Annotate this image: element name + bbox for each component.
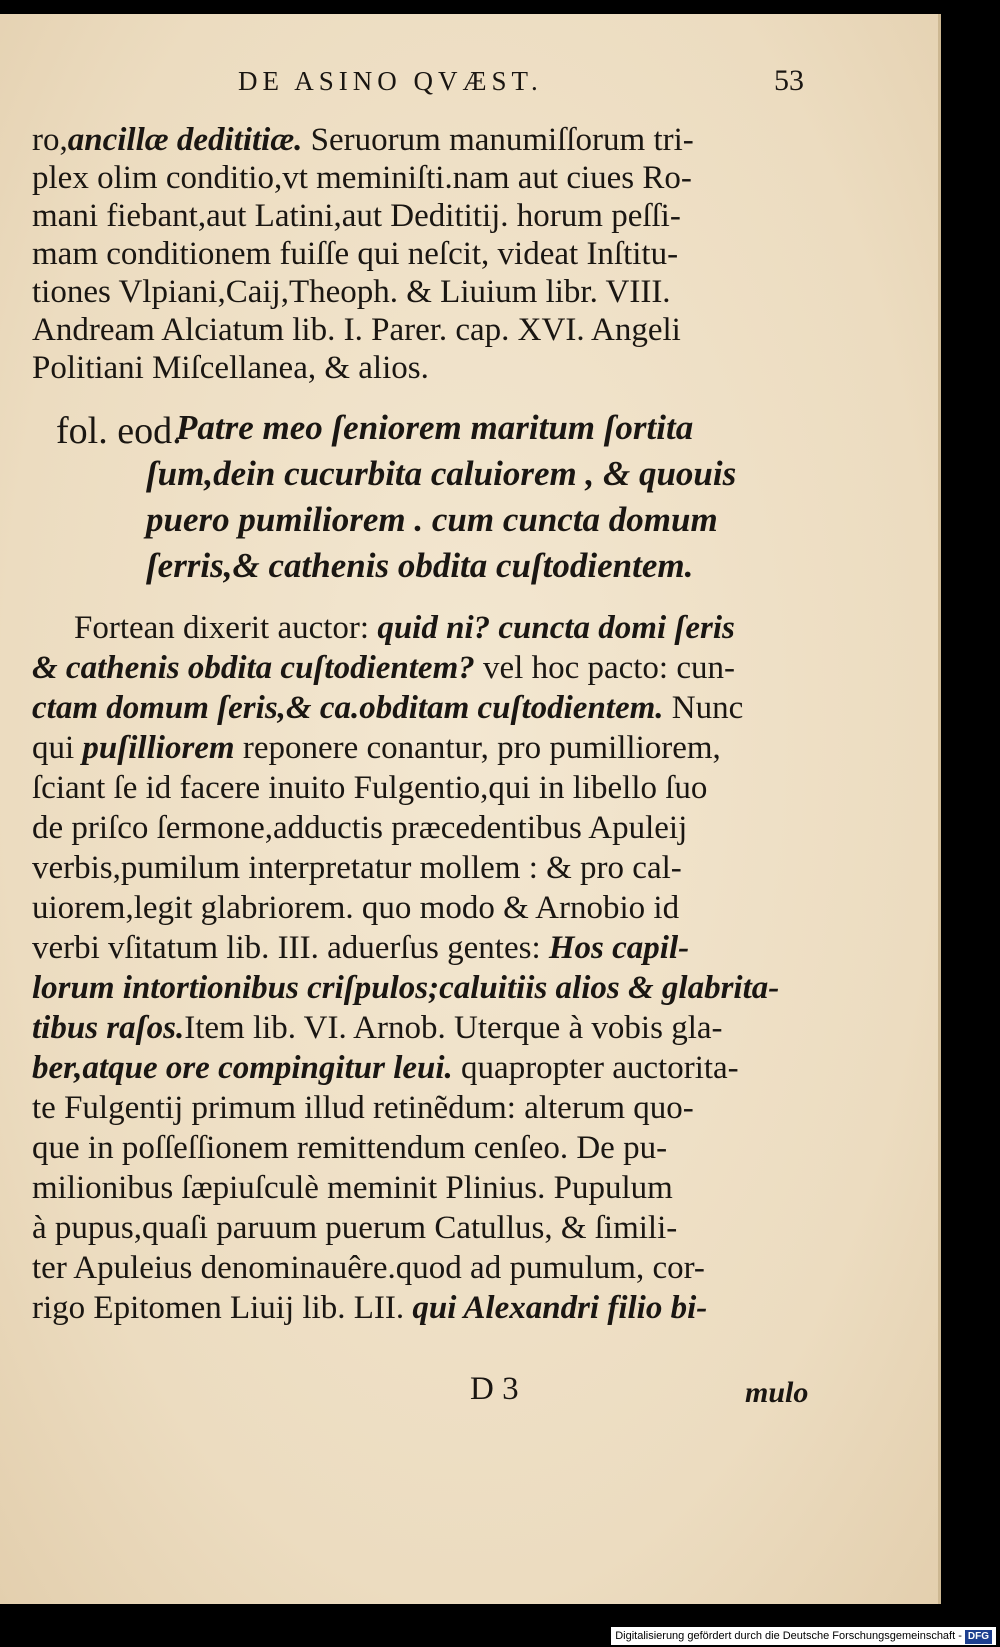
text-line: & cathenis obdita cuſtodientem? vel hoc pacto: cun- [32, 650, 735, 686]
text-line: mam conditionem fuiſſe qui neſcit, videat Inſtitu- [32, 236, 679, 272]
lemma-line: puero pumiliorem . cum cuncta domum [146, 500, 718, 539]
digitization-credit [611, 1627, 996, 1645]
signature-mark: D 3 [470, 1371, 519, 1407]
text-line: te Fulgentij primum illud retinẽdum: alterum quo- [32, 1090, 694, 1126]
lemma-line: Patre meo ſeniorem maritum ſortita [176, 408, 694, 447]
text-line: à pupus,quaſi paruum puerum Catullus, & ſimili- [32, 1210, 678, 1246]
text-line: tiones Vlpiani,Caij,Theoph. & Liuium libr. VIII. [32, 274, 671, 310]
text-line: ſciant ſe id facere inuito Fulgentio,qui in libello ſuo [32, 770, 708, 806]
text-line: plex olim conditio,vt meminiſti.nam aut ciues Ro- [32, 160, 692, 196]
dfg-logo-icon: DFG [965, 1630, 992, 1644]
text-line: ter Apuleius denominauêre.quod ad pumulum, cor- [32, 1250, 705, 1286]
page-number: 53 [774, 64, 804, 97]
text-line: uiorem,legit glabriorem. quo modo & Arnobio id [32, 890, 680, 926]
text-line: de priſco ſermone,adductis præcedentibus Apuleij [32, 810, 688, 846]
page-header [0, 66, 941, 106]
text-line: Fortean dixerit auctor: quid ni? cuncta domi ſeris [74, 610, 735, 646]
text-line: Andream Alciatum lib. I. Parer. cap. XVI. Angeli [32, 312, 681, 348]
catchword: mulo [745, 1376, 809, 1409]
book-page [0, 14, 941, 1604]
text-line: verbis,pumilum interpretatur mollem : & pro cal- [32, 850, 682, 886]
running-head: DE ASINO QVÆST. [238, 66, 543, 96]
text-line: lorum intortionibus criſpulos;caluitiis alios & glabrita- [32, 970, 780, 1006]
lemma-line: ſum,dein cucurbita caluiorem , & quouis [146, 454, 737, 493]
text-line: qui puſilliorem reponere conantur, pro pumilliorem, [32, 730, 721, 766]
lemma-line: ſerris,& cathenis obdita cuſtodientem. [146, 546, 694, 585]
text-line: ber,atque ore compingitur leui. quapropter auctorita- [32, 1050, 739, 1086]
lemma-reference: fol. eod. [56, 410, 182, 452]
text-line: ctam domum ſeris,& ca.obditam cuſtodientem. Nunc [32, 690, 744, 726]
text-line: tibus raſos.Item lib. VI. Arnob. Uterque à vobis gla- [32, 1010, 723, 1046]
text-line: milionibus ſæpiuſculè meminit Plinius. Pupulum [32, 1170, 673, 1206]
text-line: Politiani Miſcellanea, & alios. [32, 350, 429, 386]
credit-text: Digitalisierung gefördert durch die Deutsche Forschungsgemeinschaft - [615, 1630, 962, 1642]
text-line: que in poſſeſſionem remittendum cenſeo. De pu- [32, 1130, 668, 1166]
text-line: mani fiebant,aut Latini,aut Dedititij. horum peſſi- [32, 198, 681, 234]
text-line: ro,ancillæ dedititiæ. Seruorum manumiſſorum tri- [32, 122, 694, 158]
text-line: verbi vſitatum lib. III. aduerſus gentes: Hos capil- [32, 930, 690, 966]
text-line: rigo Epitomen Liuij lib. LII. qui Alexandri filio bi- [32, 1290, 708, 1326]
